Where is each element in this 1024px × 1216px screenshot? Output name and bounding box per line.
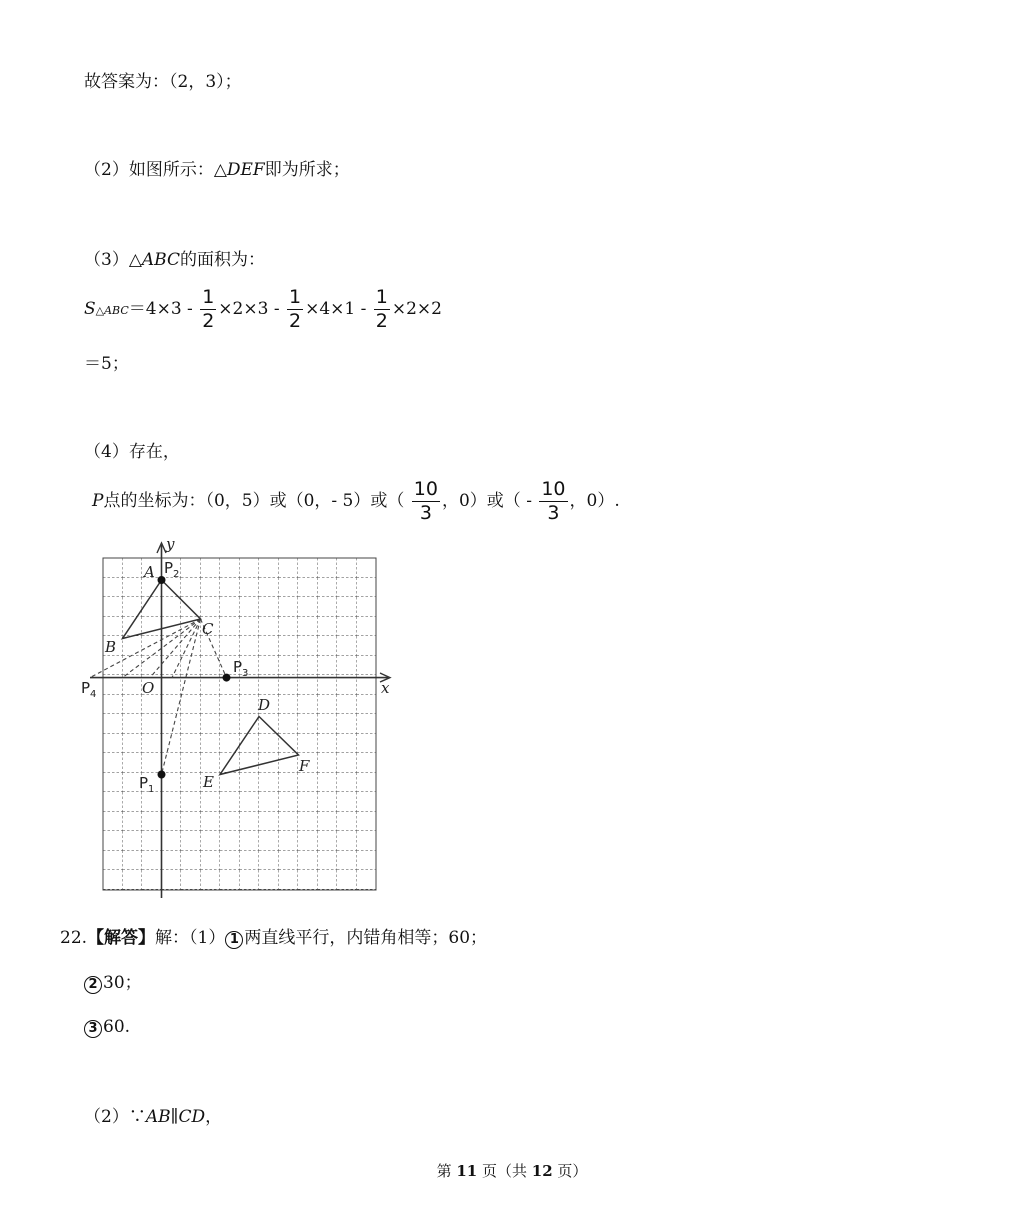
formula-s: S [84, 299, 96, 319]
part3-line [84, 252, 265, 269]
formula-term1: ×2×3 - [218, 299, 280, 319]
footer-total: 12 [531, 1162, 553, 1180]
part3-post: 的面积为： [179, 250, 265, 270]
label-p4 [81, 679, 96, 700]
formula-term3: ×2×2 [391, 299, 442, 319]
footer-pre: 第 [436, 1162, 457, 1180]
label-a: A [144, 563, 155, 581]
fraction-2-den: 2 [288, 310, 302, 332]
part3-pre: （3）△ [84, 250, 142, 270]
point-p1 [158, 771, 166, 779]
p-text0: 点的坐标为：（0，5）或（0，- 5）或（ [103, 491, 405, 511]
part2-line [84, 162, 350, 179]
label-f: F [299, 757, 310, 775]
p3-p: P [233, 658, 243, 676]
axis-x-label: x [381, 679, 390, 697]
area-result: ＝5； [84, 354, 129, 374]
fraction-10-3-b [539, 480, 567, 523]
q22-answer2-line [84, 975, 142, 994]
fraction-1-num: 1 [202, 286, 215, 308]
label-e: E [203, 773, 214, 791]
point-p2 [158, 576, 166, 584]
part22-2-line [84, 1109, 222, 1126]
footer-post: 页） [552, 1162, 588, 1180]
fraction-1-den: 2 [202, 310, 215, 332]
part4-line: （4）存在， [84, 442, 180, 462]
fraction-2 [287, 288, 303, 331]
fraction-2-num: 1 [288, 286, 302, 308]
coordinate-figure [80, 535, 400, 900]
circled-2-icon: 2 [84, 976, 102, 994]
part2-var: DEF [226, 160, 265, 180]
q22-tag: 【解答】 [87, 928, 156, 948]
q22-answer3: 60. [103, 1017, 131, 1037]
area-formula [84, 288, 442, 331]
fraction-b-num: 10 [541, 478, 566, 500]
fraction-10-3-a [412, 480, 440, 523]
footer-mid: 页（共 [477, 1162, 532, 1180]
circled-1-icon: 1 [225, 931, 243, 949]
part3-var: ABC [141, 250, 180, 270]
part22-2-var: AB∥CD [145, 1107, 206, 1127]
p-text1: ，0）或（ - [441, 491, 532, 511]
part22-2-post: ， [205, 1107, 223, 1127]
label-b: B [105, 638, 117, 656]
origin-label: O [142, 679, 155, 697]
p3-sub: 3 [242, 668, 249, 679]
q22-answer2: 30； [103, 973, 142, 993]
q22-answer1: 两直线平行，内错角相等；60； [244, 928, 488, 948]
fraction-1 [200, 288, 216, 331]
fraction-3-den: 2 [375, 310, 388, 332]
part2-pre: （2）如图所示：△ [84, 160, 227, 180]
q22-number: 22. [60, 928, 88, 948]
part22-2-pre: （2）∵ [84, 1107, 146, 1127]
p-var: P [92, 491, 104, 511]
p2-sub: 2 [173, 569, 180, 580]
formula-term0: ＝4×3 - [128, 299, 193, 319]
circled-3-icon: 3 [84, 1020, 102, 1038]
p-text2: ，0）. [569, 491, 620, 511]
q22-answer3-line [84, 1019, 130, 1038]
footer-page: 11 [456, 1162, 478, 1180]
p1-p: P [139, 774, 149, 792]
label-c: C [202, 620, 214, 638]
fraction-a-num: 10 [413, 478, 438, 500]
fraction-3-num: 1 [375, 286, 388, 308]
grid-area [103, 558, 376, 890]
page-footer [0, 1160, 1024, 1181]
q22-line [60, 930, 487, 949]
p4-p: P [81, 679, 91, 697]
formula-sub: △ABC [95, 304, 129, 317]
label-d: D [258, 696, 271, 714]
formula-term2: ×4×1 - [305, 299, 367, 319]
part2-post: 即为所求； [264, 160, 350, 180]
fraction-b-den: 3 [547, 502, 560, 524]
axis-y-label: y [166, 535, 175, 553]
fraction-a-den: 3 [419, 502, 432, 524]
answer-line: 故答案为：（2，3）； [84, 72, 242, 92]
fraction-3 [374, 288, 390, 331]
point-p3 [223, 674, 231, 682]
p-coordinates-line [92, 480, 620, 523]
q22-text: 解：（1） [155, 928, 226, 948]
p1-sub: 1 [148, 784, 155, 795]
p4-sub: 4 [90, 689, 97, 700]
p2-p: P [164, 559, 174, 577]
